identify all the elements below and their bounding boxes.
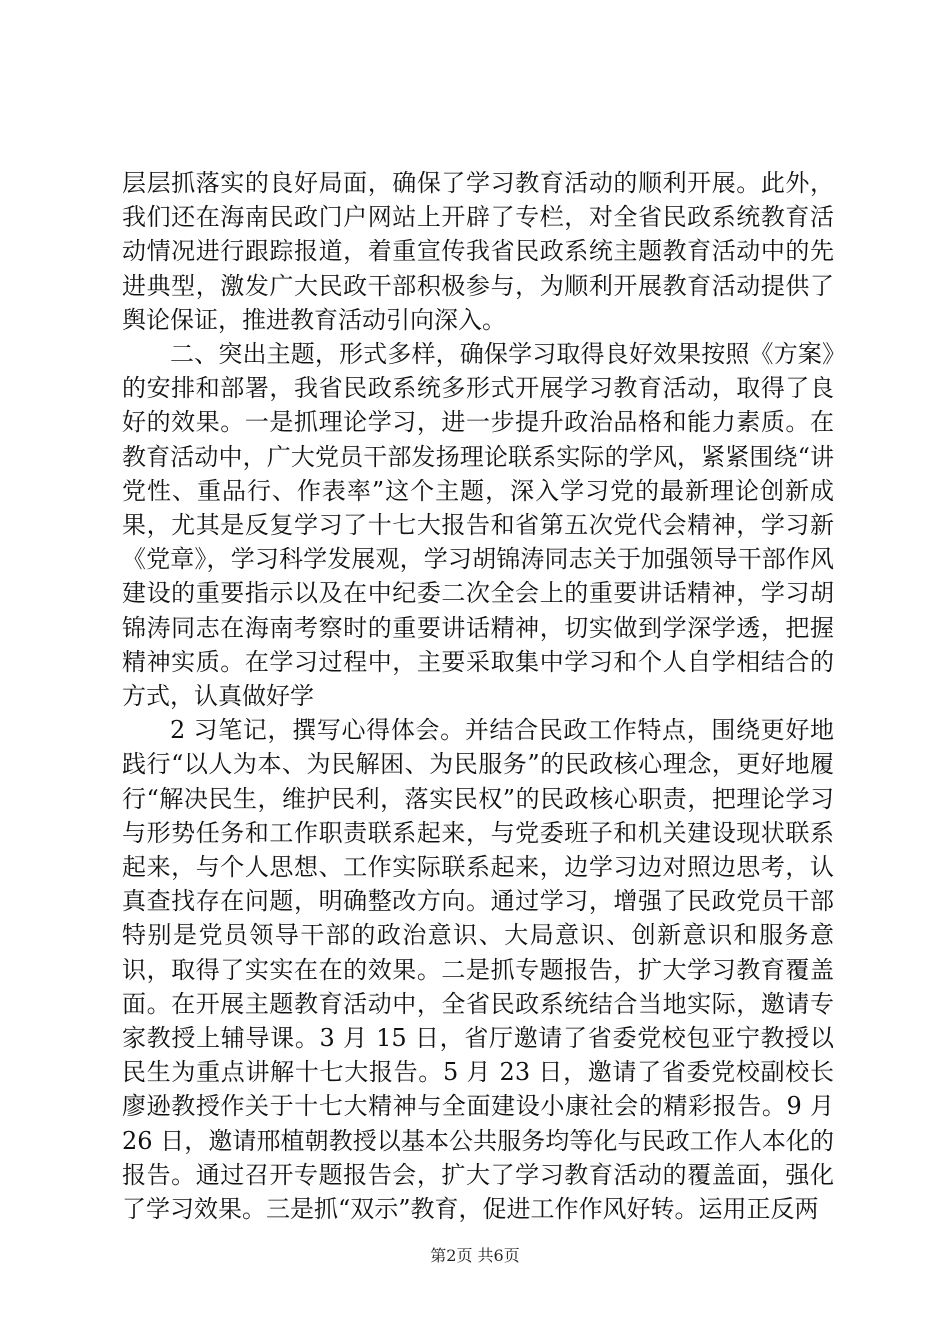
paragraph-2: 二、突出主题，形式多样，确保学习取得良好效果按照《方案》的安排和部署，我省民政系统多形式开展学习教育活动，取得了良好的效果。一是抓理论学习，进一步提升政治品格和能力素质。在教育活动中，广大党员干部发扬理论联系实际的学风，紧紧围绕“讲党性、重品行、作表率”这个主题，深入学习党的最新理论创新成果，尤其是反复学习了十七大报告和省第五次党代会精神，学习新《党章》，学习科学发展观，学习胡锦涛同志关于加强领导干部作风建设的重要指示以及在中纪委二次全会上的重要讲话精神，学习胡锦涛同志在海南考察时的重要讲话精神，切实做到学深学透，把握精神实质。在学习过程中，主要采取集中学习和个人自学相结合的方式，认真做好学 [122,340,834,711]
document-body [122,166,834,1226]
page-footer: 第2页 共6页 [430,1246,520,1265]
paragraph-3: 2 习笔记，撰写心得体会。并结合民政工作特点，围绕更好地践行“以人为本、为民解困、为民服务”的民政核心理念，更好地履行“解决民生，维护民利，落实民权”的民政核心职责，把理论学习与形势任务和工作职责联系起来，与党委班子和机关建设现状联系起来，与个人思想、工作实际联系起来，边学习边对照边思考，认真查找存在问题，明确整改方向。通过学习，增强了民政党员干部特别是党员领导干部的政治意识、大局意识、创新意识和服务意识，取得了实实在在的效果。二是抓专题报告，扩大学习教育覆盖面。在开展主题教育活动中，全省民政系统结合当地实际，邀请专家教授上辅导课。3 月 15 日，省厅邀请了省委党校包亚宁教授以民生为重点讲解十七大报告。5 月 23 日，邀请了省委党校副校长廖逊教授作关于十七大精神与全面建设小康社会的精彩报告。9 月 26 日，邀请邢植朝教授以基本公共服务均等化与民政工作人本化的报告。通过召开专题报告会，扩大了学习教育活动的覆盖面，强化了学习效果。三是抓“双示”教育，促进工作作风好转。运用正反两 [122,716,834,1224]
paragraph-1: 层层抓落实的良好局面，确保了学习教育活动的顺利开展。此外，我们还在海南民政门户网站上开辟了专栏，对全省民政系统教育活动情况进行跟踪报道，着重宣传我省民政系统主题教育活动中的先进典型，激发广大民政干部积极参与，为顺利开展教育活动提供了舆论保证，推进教育活动引向深入。 [122,169,834,334]
